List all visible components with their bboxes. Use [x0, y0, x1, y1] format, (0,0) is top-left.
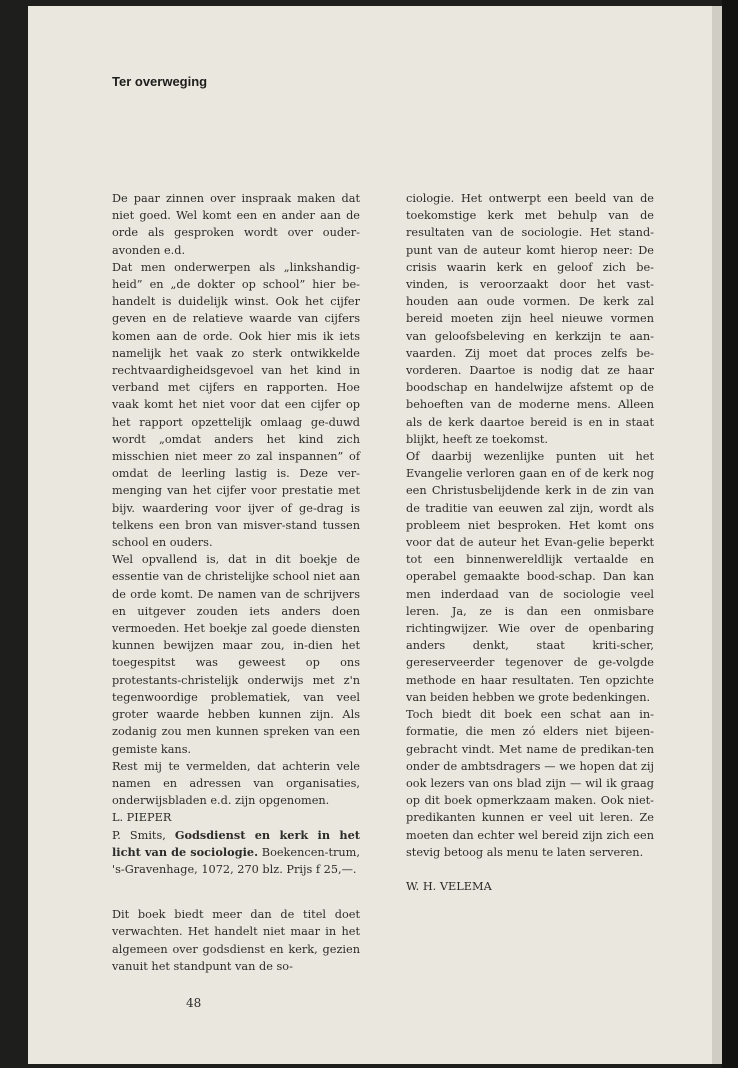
section-title: Ter overweging — [112, 74, 208, 89]
paragraph: Wel opvallend is, dat in dit boekje de essentie van de christelijke school niet aan de orde komt. De namen van de schrijvers en uitgever zouden iets anders doen vermoeden. Het boekje zal goede diensten kunnen bewijzen maar zou, in-dien het toegespitst was geweest op ons protestants-christelijk onderwijs met z'n tegenwoordige problematiek, van veel groter waarde hebben kunnen zijn. Als zodanig zou men kunnen spreken van een gemiste kans. — [112, 553, 360, 756]
right-column — [406, 190, 654, 895]
paragraph: Dat men onderwerpen als „linkshandig-heid” en „de dokter op school” hier be-handelt is duidelijk winst. Ook het cijfer geven en de relatieve waarde van cijfers komen aan de orde. Ook hier mis ik iets namelijk het vaak zo sterk ontwikkelde rechtvaardigheidsgevoel van het kind in verband met cijfers en rapporten. Hoe vaak komt het niet voor dat een cijfer op het rapport opzettelijk omlaag ge-duwd wordt „omdat anders het kind zich misschien niet meer zo zal inspannen” of omdat de leerling lastig is. Deze ver-menging van het cijfer voor prestatie met bijv. waardering voor ijver of ge-drag is telkens een bron van misver-stand tussen school en ouders. — [112, 260, 360, 550]
paragraph: ciologie. Het ontwerpt een beeld van de toekomstige kerk met behulp van de resultaten van de sociologie. Het stand-punt van de auteur komt hierop neer: De crisis waarin kerk en geloof zich be-vinden, is veroorzaakt door het vast-houden aan oude vormen. De kerk zal bereid moeten zijn heel nieuwe vormen van geloofsbeleving en kerkzijn te aan-vaarden. Zij moet dat proces zelfs be-vorderen. Daartoe is nodig dat ze haar boodschap en handelwijze afstemt op de behoeften van de moderne mens. Alleen als de kerk daartoe bereid is en in staat blijkt, heeft ze toekomst. — [406, 192, 654, 446]
scan-border — [722, 0, 738, 1068]
paragraph: Of daarbij wezenlijke punten uit het Evangelie verloren gaan en of de kerk nog een Christusbelijdende kerk in de zin van de traditie van eeuwen zal zijn, wordt als probleem niet besproken. Het komt ons voor dat de auteur het Evan-gelie beperkt tot een binnenwereldlijk vertaalde en operabel gemaakte bood-schap. Dan kan men inderdaad van de sociologie veel leren. Ja, ze is dan een onmisbare richtingwijzer. Wie over de openbaring anders denkt, staat kriti-scher, gereserveerder tegenover de ge-volgde methode en haar resultaten. Ten opzichte van beiden hebben we grote bedenkingen. — [406, 450, 654, 704]
review-signature: L. PIEPER — [112, 811, 172, 825]
book-author: P. Smits, — [112, 828, 166, 842]
review-signature: W. H. VELEMA — [406, 879, 492, 893]
paragraph: Toch biedt dit boek een schat aan in-formatie, die men zó elders niet bijeen-gebracht vindt. Met name de predikan-ten onder de ambtsdragers — we hopen dat zij ook lezers van ons blad zijn — wil ik graag op dit boek opmerkzaam maken. Ook niet-predikanten kunnen er veel uit leren. Ze moeten dan echter wel bereid zijn zich een stevig betoog als menu te laten serveren. — [406, 708, 654, 859]
left-column — [112, 190, 360, 975]
paragraph: Dit boek biedt meer dan de titel doet verwachten. Het handelt niet maar in het algemeen over godsdienst en kerk, gezien vanuit het standpunt van de so- — [112, 908, 360, 973]
page-number: 48 — [186, 996, 202, 1010]
paragraph: Rest mij te vermelden, dat achterin vele namen en adressen van organisaties, onderwijsbladen e.d. zijn opgenomen. — [112, 759, 360, 808]
paragraph: De paar zinnen over inspraak maken dat niet goed. Wel komt een en ander aan de orde als gesproken wordt over ouder-avonden e.d. — [112, 192, 360, 257]
book-reference — [112, 827, 360, 879]
scan-edge — [712, 6, 722, 1064]
book-details: Boekencen-trum, 's-Gravenhage, 1072, 270 blz. Prijs f 25,—. — [112, 845, 360, 876]
book-title: Godsdienst en kerk in het licht van de sociologie. — [112, 827, 360, 859]
